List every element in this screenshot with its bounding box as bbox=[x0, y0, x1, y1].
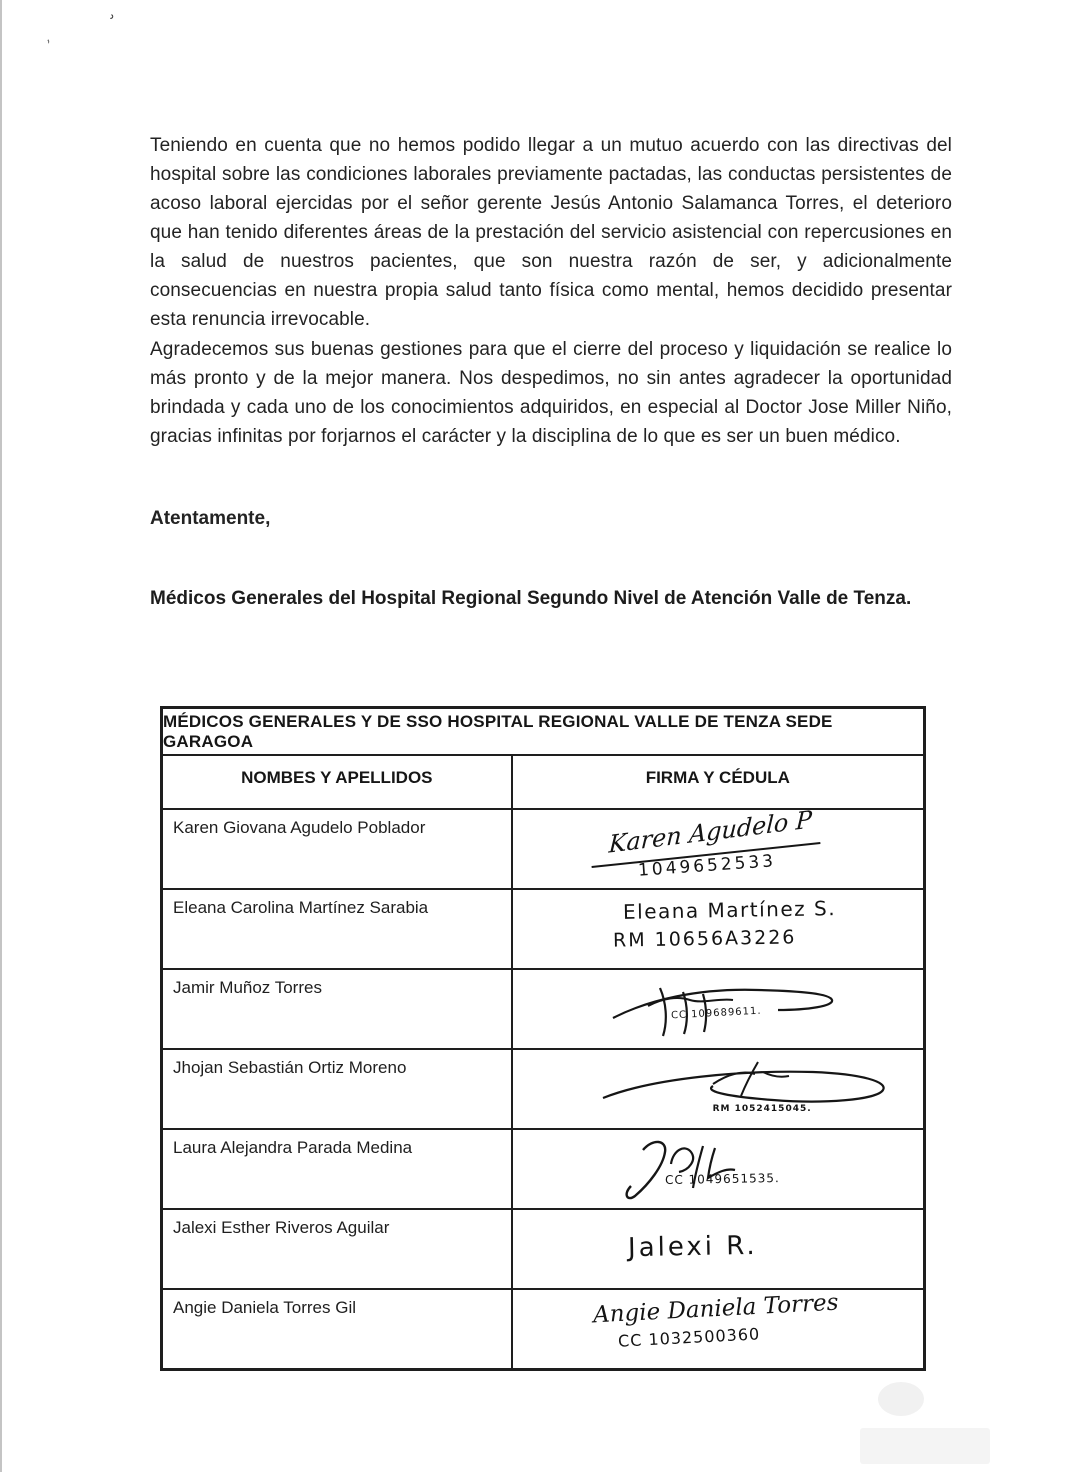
signature-cell bbox=[513, 805, 923, 888]
handwritten-id: 1049652533 bbox=[637, 851, 777, 881]
signature-scribble bbox=[623, 1134, 753, 1204]
handwritten-id: RM 1052415045. bbox=[712, 1104, 812, 1114]
signature-cell bbox=[513, 1130, 923, 1208]
pen-mark: ‚ bbox=[39, 30, 53, 46]
signature-cell bbox=[513, 1210, 923, 1288]
handwritten-id: RM 10656A3226 bbox=[612, 926, 797, 952]
handwritten-signature: Angie Daniela Torres bbox=[592, 1289, 839, 1329]
doctor-name: Jalexi Esther Riveros Aguilar bbox=[163, 1210, 513, 1288]
table-row bbox=[163, 1050, 923, 1130]
faint-watermark-circle bbox=[878, 1382, 924, 1416]
signature-cell bbox=[513, 890, 923, 968]
letter-paragraph-1: Teniendo en cuenta que no hemos podido llegar a un mutuo acuerdo con las directivas del hospital sobre las condiciones laborales previamente pactadas, las conductas persistentes de acoso laboral ejercidas por el señor gerente Jesús Antonio Salamanca Torres, el deterioro que han tenido diferentes áreas de la prestación del servicio asistencial con repercusiones en la salud de nuestros pacientes, que son nuestra razón de ser, y adicionalmente consecuencias en nuestra propia salud tanto física como mental, hemos decidido presentar esta renuncia irrevocable. bbox=[150, 135, 952, 330]
doctor-name: Eleana Carolina Martínez Sarabia bbox=[163, 890, 513, 968]
letter-paragraph-2: Agradecemos sus buenas gestiones para que el cierre del proceso y liquidación se realice lo más pronto y de la mejor manera. Nos despedimos, no sin antes agradecer la oportunidad brindada y cada uno de los conocimientos adquiridos, en especial al Doctor Jose Miller Niño, gracias infinitas por forjarnos el carácter y la disciplina de lo que es ser un buen médico. bbox=[150, 339, 952, 447]
signature-cell bbox=[513, 970, 923, 1048]
handwritten-id: CC 1049651535. bbox=[664, 1170, 780, 1188]
table-row bbox=[163, 890, 923, 970]
handwritten-signature: Karen Agudelo P bbox=[607, 805, 813, 859]
table-title: MÉDICOS GENERALES Y DE SSO HOSPITAL REGIONAL VALLE DE TENZA SEDE GARAGOA bbox=[163, 709, 923, 756]
handwritten-signature: Jalexi R. bbox=[627, 1230, 758, 1264]
signature-cell bbox=[513, 1050, 923, 1128]
handwritten-signature: Eleana Martínez S. bbox=[622, 896, 836, 924]
table-row bbox=[163, 970, 923, 1050]
table-row bbox=[163, 1290, 923, 1368]
signature-cell bbox=[513, 1290, 923, 1368]
table-row bbox=[163, 805, 923, 890]
doctor-name: Jhojan Sebastián Ortiz Moreno bbox=[163, 1050, 513, 1128]
doctor-name: Jamir Muñoz Torres bbox=[163, 970, 513, 1048]
signatures-table bbox=[160, 706, 926, 1371]
handwritten-id: CC 1032500360 bbox=[617, 1324, 761, 1351]
header-signature-column: FIRMA Y CÉDULA bbox=[645, 768, 790, 787]
header-names-column: NOMBES Y APELLIDOS bbox=[163, 756, 513, 808]
signatory-line: Médicos Generales del Hospital Regional Segundo Nivel de Atención Valle de Tenza. bbox=[150, 588, 912, 609]
doctor-name: Angie Daniela Torres Gil bbox=[163, 1290, 513, 1368]
scan-edge-shadow bbox=[0, 0, 2, 1472]
letter-closing: Atentamente, bbox=[150, 508, 271, 529]
doctor-name: Karen Giovana Agudelo Poblador bbox=[163, 810, 513, 888]
table-row bbox=[163, 1210, 923, 1290]
handwritten-id: CC 109689611. bbox=[670, 1005, 762, 1022]
pen-mark: ʾ bbox=[104, 11, 117, 34]
table-row bbox=[163, 1130, 923, 1210]
doctor-name: Laura Alejandra Parada Medina bbox=[163, 1130, 513, 1208]
table-header-row bbox=[163, 756, 923, 810]
faint-watermark-rect bbox=[860, 1428, 990, 1464]
